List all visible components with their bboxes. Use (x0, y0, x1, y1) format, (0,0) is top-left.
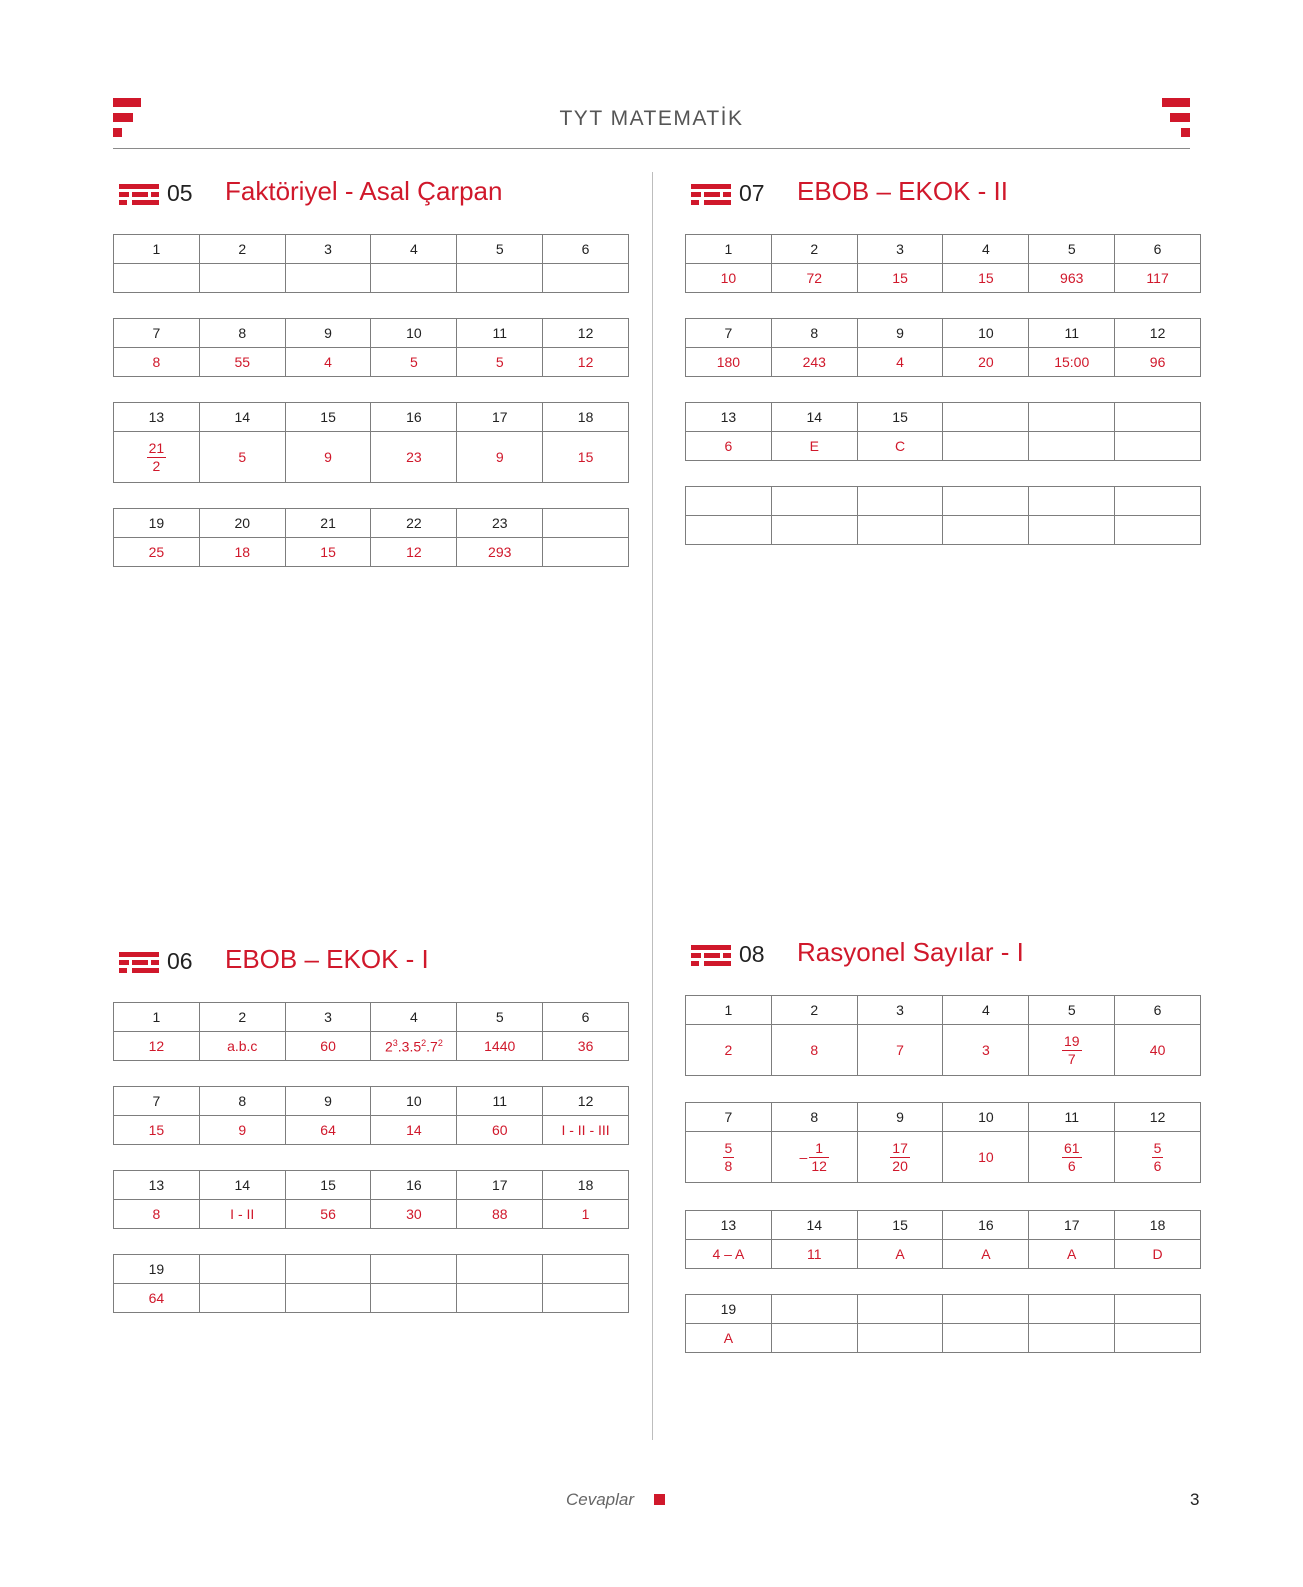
answer-cell: 88 (457, 1200, 543, 1229)
answer-cell: A (1029, 1240, 1115, 1269)
question-number: 19 (114, 509, 200, 538)
answer-cell: 117 (1115, 264, 1201, 293)
answer-cell: 1 (543, 1200, 629, 1229)
answer-cell: 15 (943, 264, 1029, 293)
answer-cell: 4 (285, 348, 371, 377)
question-number (771, 1295, 857, 1324)
question-number: 8 (199, 319, 285, 348)
answer-grid (113, 1002, 629, 1061)
answer-cell: 30 (371, 1200, 457, 1229)
answer-cell (1029, 1324, 1115, 1353)
brand-logo-right (1162, 98, 1190, 138)
answer-cell: A (943, 1240, 1029, 1269)
question-number: 4 (943, 996, 1029, 1025)
answer-cell (1115, 1132, 1201, 1183)
answer-cell (943, 516, 1029, 545)
answer-cell (943, 1324, 1029, 1353)
answer-cell (1029, 432, 1115, 461)
answer-cell (771, 1324, 857, 1353)
answer-cell: 4 (857, 348, 943, 377)
answer-cell: 963 (1029, 264, 1115, 293)
answer-cell: 5 (371, 348, 457, 377)
answer-cell (543, 264, 629, 293)
question-number: 7 (686, 1103, 772, 1132)
question-number: 16 (371, 1171, 457, 1200)
header-rule (113, 148, 1190, 149)
question-number (199, 1255, 285, 1284)
answer-cell: I - II (199, 1200, 285, 1229)
fraction: $\frac{1}{12}$ (811, 1139, 827, 1174)
question-number: 11 (457, 1087, 543, 1116)
faz-logo-icon (119, 952, 159, 974)
question-number: 22 (371, 509, 457, 538)
answer-cell: 9 (199, 1116, 285, 1145)
section-header (685, 172, 1201, 212)
answer-cell: 9 (285, 432, 371, 483)
faz-logo-icon (119, 184, 159, 206)
question-number: 15 (285, 1171, 371, 1200)
answer-cell (771, 516, 857, 545)
question-number: 8 (199, 1087, 285, 1116)
question-number: 1 (114, 1003, 200, 1032)
question-number (543, 509, 629, 538)
answer-cell (1029, 1132, 1115, 1183)
question-number: 5 (1029, 996, 1115, 1025)
question-number: 6 (1115, 996, 1201, 1025)
question-number: 8 (771, 319, 857, 348)
answer-cell: 15 (114, 1116, 200, 1145)
answer-cell (1029, 1025, 1115, 1076)
answer-grid (685, 1294, 1201, 1353)
answer-cell (285, 264, 371, 293)
answer-cell: 7 (857, 1025, 943, 1076)
section-title: Faktöriyel - Asal Çarpan (225, 176, 503, 206)
answer-cell: a.b.c (199, 1032, 285, 1061)
question-number: 17 (1029, 1211, 1115, 1240)
question-number (943, 1295, 1029, 1324)
faz-number: 08 (739, 941, 765, 967)
answer-cell: 8 (114, 1200, 200, 1229)
fraction: $\frac{21}{2}$ (148, 439, 165, 474)
question-number: 13 (114, 403, 200, 432)
section-faz-08 (685, 933, 1201, 1346)
question-number (771, 487, 857, 516)
answer-grid (685, 318, 1201, 377)
answer-cell: 64 (285, 1116, 371, 1145)
section-faz-07 (685, 172, 1201, 454)
question-number: 1 (114, 235, 200, 264)
question-number: 17 (457, 1171, 543, 1200)
question-number: 14 (199, 403, 285, 432)
question-number (943, 403, 1029, 432)
question-number: 18 (543, 403, 629, 432)
question-number: 1 (686, 996, 772, 1025)
page-number: 3 (1190, 1490, 1200, 1509)
answer-cell: 15:00 (1029, 348, 1115, 377)
answer-cell: 5 (457, 348, 543, 377)
answer-grid (113, 508, 629, 567)
question-number: 10 (371, 319, 457, 348)
faz-number: 06 (167, 948, 193, 974)
answer-grid (685, 402, 1201, 461)
answer-grid (113, 402, 629, 483)
answer-cell (686, 516, 772, 545)
section-header (113, 172, 629, 212)
answer-cell: E (771, 432, 857, 461)
answer-cell (457, 1284, 543, 1313)
answer-cell: 60 (457, 1116, 543, 1145)
answer-grid (685, 995, 1201, 1076)
faz-number: 05 (167, 180, 193, 206)
question-number: 13 (114, 1171, 200, 1200)
question-number: 9 (857, 1103, 943, 1132)
answer-cell (1029, 516, 1115, 545)
question-number: 3 (857, 235, 943, 264)
question-number: 2 (771, 235, 857, 264)
question-number: 15 (857, 403, 943, 432)
section-title: EBOB – EKOK - I (225, 944, 429, 974)
answer-cell (114, 264, 200, 293)
answer-grid (113, 1254, 629, 1313)
question-number (1115, 1295, 1201, 1324)
answer-cell: 72 (771, 264, 857, 293)
question-number: 5 (1029, 235, 1115, 264)
answer-cell: 180 (686, 348, 772, 377)
answer-cell (1115, 1324, 1201, 1353)
question-number: 8 (771, 1103, 857, 1132)
question-number (543, 1255, 629, 1284)
faz-number: 07 (739, 180, 765, 206)
section-faz-06 (113, 940, 629, 1306)
question-number (457, 1255, 543, 1284)
fraction: $\frac{5}{6}$ (1153, 1139, 1162, 1174)
answer-cell: 12 (543, 348, 629, 377)
question-number: 12 (543, 319, 629, 348)
answer-grid (685, 486, 1201, 545)
question-number (1029, 1295, 1115, 1324)
question-number: 13 (686, 403, 772, 432)
answer-cell: A (857, 1240, 943, 1269)
question-number: 19 (686, 1295, 772, 1324)
answer-cell: 10 (943, 1132, 1029, 1183)
answer-cell (1115, 432, 1201, 461)
answer-grid (685, 1102, 1201, 1183)
question-number: 15 (285, 403, 371, 432)
answer-cell: 1440 (457, 1032, 543, 1061)
answer-cell: 2 (686, 1025, 772, 1076)
answer-cell: 64 (114, 1284, 200, 1313)
question-number (1029, 403, 1115, 432)
footer-square-icon (654, 1494, 665, 1505)
answer-cell: 14 (371, 1116, 457, 1145)
question-number: 2 (771, 996, 857, 1025)
answer-grid (685, 1210, 1201, 1269)
question-number: 9 (285, 319, 371, 348)
answer-cell: 23 (371, 432, 457, 483)
question-number: 4 (371, 235, 457, 264)
question-number: 11 (457, 319, 543, 348)
answer-cell: 12 (371, 538, 457, 567)
faz-logo-icon (691, 184, 731, 206)
answer-grid (113, 1170, 629, 1229)
answer-cell: $2^3.3.5^2.7^2$ (371, 1032, 457, 1061)
question-number: 5 (457, 235, 543, 264)
section-title: Rasyonel Sayılar - I (797, 937, 1024, 967)
question-number: 15 (857, 1211, 943, 1240)
question-number (1029, 487, 1115, 516)
answer-cell: 9 (457, 432, 543, 483)
question-number: 19 (114, 1255, 200, 1284)
question-number: 18 (1115, 1211, 1201, 1240)
question-number: 12 (1115, 1103, 1201, 1132)
question-number (285, 1255, 371, 1284)
fraction: $\frac{61}{6}$ (1063, 1139, 1080, 1174)
answer-cell: 243 (771, 348, 857, 377)
question-number: 7 (686, 319, 772, 348)
answer-grid (113, 318, 629, 377)
question-number: 9 (857, 319, 943, 348)
question-number: 16 (371, 403, 457, 432)
answer-cell: 55 (199, 348, 285, 377)
answer-cell: 15 (543, 432, 629, 483)
question-number: 1 (686, 235, 772, 264)
question-number: 4 (943, 235, 1029, 264)
fraction: $\frac{19}{7}$ (1063, 1032, 1080, 1067)
answer-cell: 25 (114, 538, 200, 567)
answer-cell: 18 (199, 538, 285, 567)
answer-cell: 3 (943, 1025, 1029, 1076)
question-number: 11 (1029, 319, 1115, 348)
question-number: 16 (943, 1211, 1029, 1240)
answer-cell: 56 (285, 1200, 371, 1229)
question-number (686, 487, 772, 516)
answer-grid (113, 234, 629, 293)
question-number: 3 (857, 996, 943, 1025)
answer-cell: – $\frac{1}{12}$ (771, 1132, 857, 1183)
answer-cell (857, 1324, 943, 1353)
answer-cell: 60 (285, 1032, 371, 1061)
question-number: 10 (943, 1103, 1029, 1132)
answer-cell: 96 (1115, 348, 1201, 377)
faz-logo-icon (691, 945, 731, 967)
answer-cell (943, 432, 1029, 461)
answer-cell: 4 – A (686, 1240, 772, 1269)
section-title: EBOB – EKOK - II (797, 176, 1008, 206)
answer-cell (371, 1284, 457, 1313)
question-number: 18 (543, 1171, 629, 1200)
question-number: 7 (114, 1087, 200, 1116)
answer-grid (113, 1086, 629, 1145)
question-number (943, 487, 1029, 516)
answer-cell (114, 432, 200, 483)
answer-cell: 5 (199, 432, 285, 483)
question-number: 11 (1029, 1103, 1115, 1132)
answer-cell (686, 1132, 772, 1183)
question-number: 14 (199, 1171, 285, 1200)
answer-cell: 20 (943, 348, 1029, 377)
question-number: 7 (114, 319, 200, 348)
section-faz-05 (113, 172, 629, 560)
question-number: 2 (199, 1003, 285, 1032)
question-number: 3 (285, 1003, 371, 1032)
question-number: 6 (1115, 235, 1201, 264)
page-title: TYT MATEMATİK (559, 107, 744, 130)
question-number: 6 (543, 235, 629, 264)
section-header (113, 940, 629, 980)
answer-cell: 12 (114, 1032, 200, 1061)
section-header (685, 933, 1201, 973)
question-number (1115, 487, 1201, 516)
answer-cell: 15 (285, 538, 371, 567)
answer-cell: I - II - III (543, 1116, 629, 1145)
question-number: 14 (771, 1211, 857, 1240)
question-number (857, 487, 943, 516)
question-number: 4 (371, 1003, 457, 1032)
answer-cell (285, 1284, 371, 1313)
question-number (1115, 403, 1201, 432)
question-number: 9 (285, 1087, 371, 1116)
answer-cell: 40 (1115, 1025, 1201, 1076)
question-number: 12 (543, 1087, 629, 1116)
answer-cell: 293 (457, 538, 543, 567)
answer-cell (1115, 516, 1201, 545)
answer-cell: 11 (771, 1240, 857, 1269)
question-number: 6 (543, 1003, 629, 1032)
column-divider (652, 172, 653, 1440)
answer-cell: C (857, 432, 943, 461)
answer-cell (199, 1284, 285, 1313)
answer-cell (857, 1132, 943, 1183)
question-number (371, 1255, 457, 1284)
answer-cell (543, 538, 629, 567)
footer-label: Cevaplar (566, 1490, 635, 1509)
question-number: 13 (686, 1211, 772, 1240)
question-number: 23 (457, 509, 543, 538)
question-number: 2 (199, 235, 285, 264)
answer-cell (199, 264, 285, 293)
question-number: 10 (371, 1087, 457, 1116)
answer-cell (457, 264, 543, 293)
fraction: $\frac{17}{20}$ (892, 1139, 908, 1174)
question-number (857, 1295, 943, 1324)
answer-cell: A (686, 1324, 772, 1353)
answer-cell: 15 (857, 264, 943, 293)
answer-cell: D (1115, 1240, 1201, 1269)
question-number: 10 (943, 319, 1029, 348)
answer-grid (685, 234, 1201, 293)
question-number: 21 (285, 509, 371, 538)
question-number: 3 (285, 235, 371, 264)
question-number: 14 (771, 403, 857, 432)
answer-cell: 36 (543, 1032, 629, 1061)
question-number: 12 (1115, 319, 1201, 348)
answer-cell (857, 516, 943, 545)
answer-cell: 6 (686, 432, 772, 461)
question-number: 17 (457, 403, 543, 432)
answer-cell (543, 1284, 629, 1313)
answer-cell: 8 (114, 348, 200, 377)
question-number: 20 (199, 509, 285, 538)
answer-cell (371, 264, 457, 293)
question-number: 5 (457, 1003, 543, 1032)
answer-cell: 10 (686, 264, 772, 293)
answer-cell: 8 (771, 1025, 857, 1076)
fraction: $\frac{5}{8}$ (724, 1139, 733, 1174)
